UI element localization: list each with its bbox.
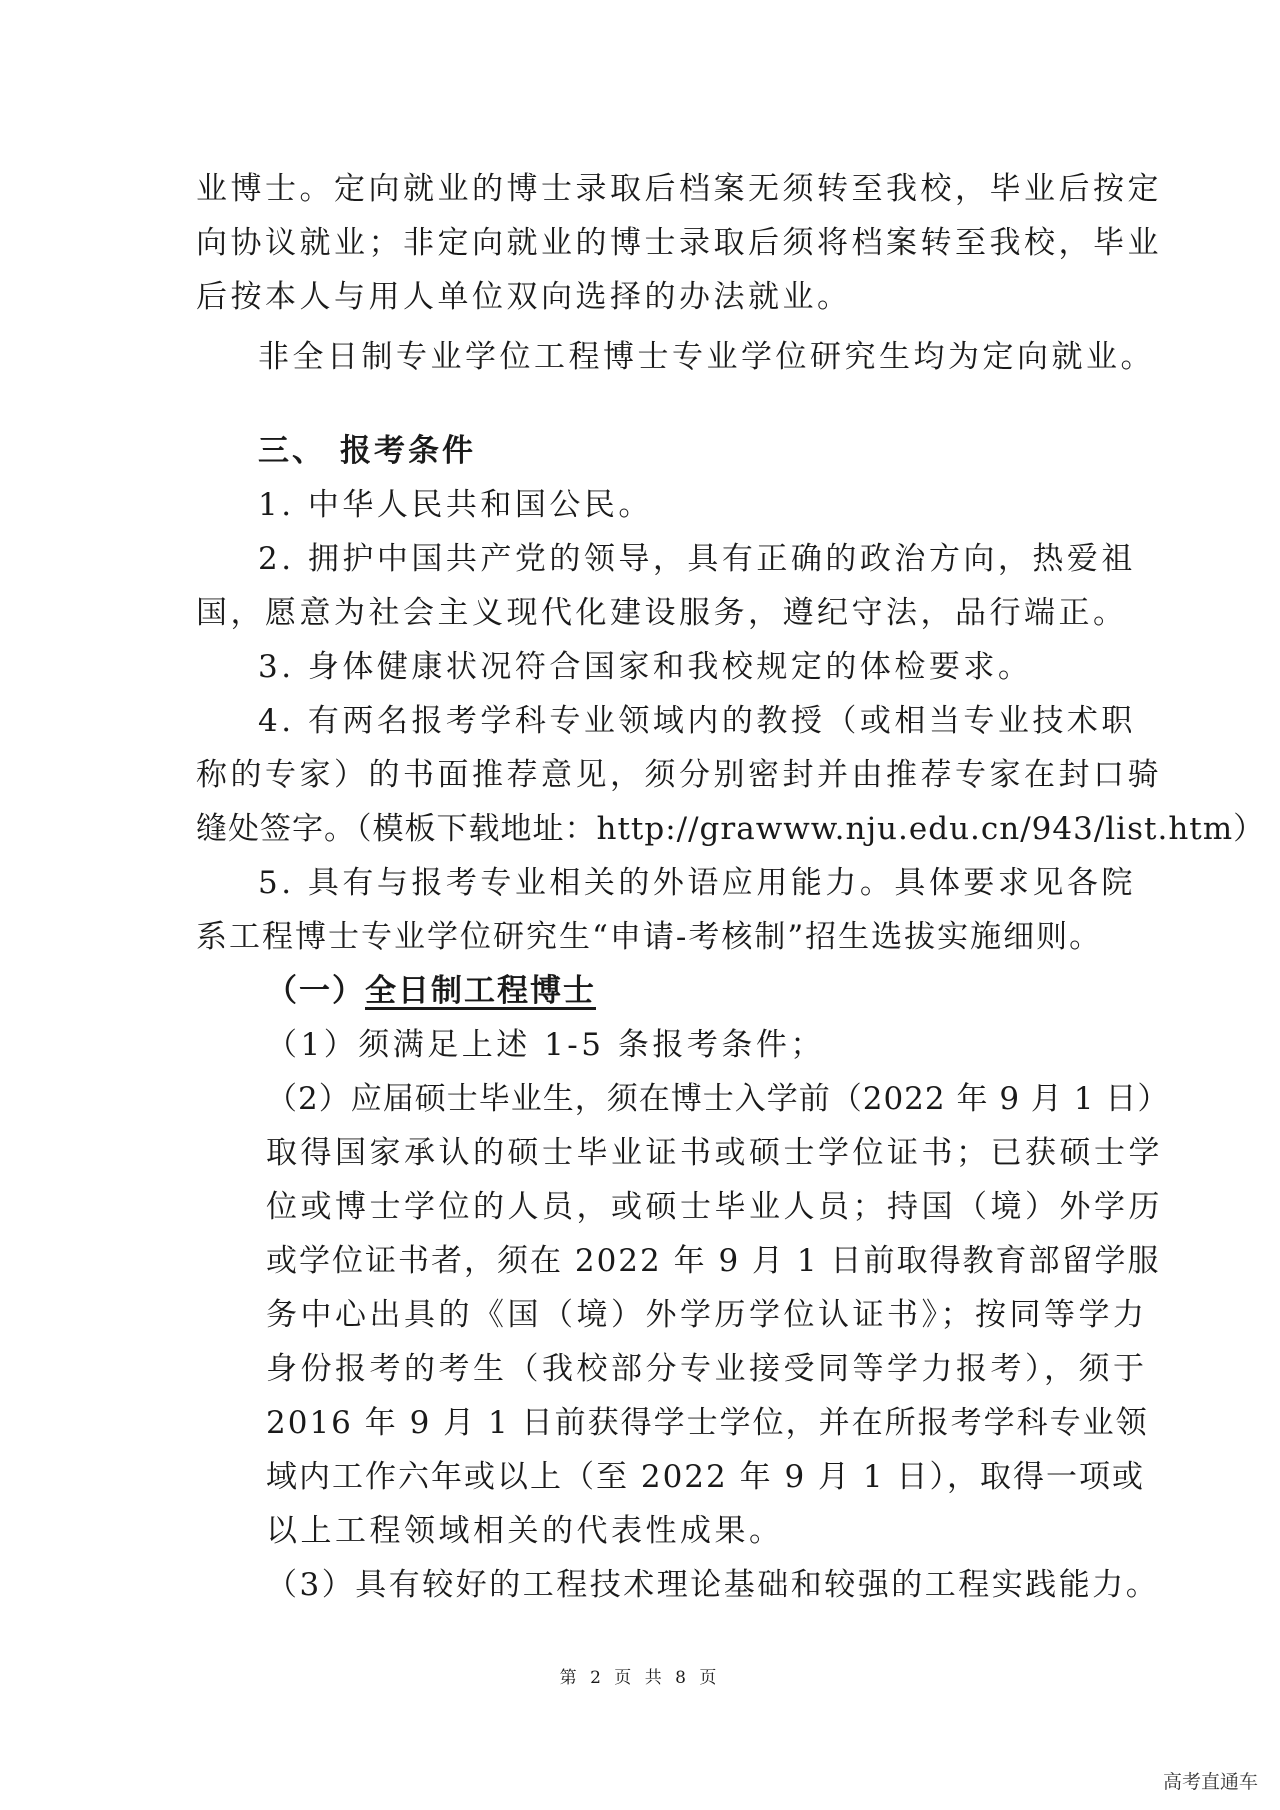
subsection-heading (196, 964, 1096, 1018)
watermark-logo: 高考直通车 (1162, 1771, 1258, 1793)
section-number: 三、 (258, 433, 326, 469)
item-3: （3）具有较好的工程技术理论基础和较强的工程实践能力。 (266, 1567, 1160, 1603)
subsection-title: 全日制工程博士 (365, 973, 596, 1009)
text-line: 5. 具有与报考专业相关的外语应用能力。具体要求见各院 (258, 865, 1136, 901)
text-line: （2）应届硕士毕业生，须在博士入学前（2022 年 9 月 1 日） (266, 1081, 1170, 1117)
condition-5 (196, 856, 1136, 964)
subsection-prefix: （一） (266, 973, 365, 1009)
condition-2 (196, 532, 1136, 640)
text-line: 域内工作六年或以上（至 2022 年 9 月 1 日），取得一项或 (266, 1459, 1145, 1495)
paragraph-part-time: 非全日制专业学位工程博士专业学位研究生均为定向就业。 (258, 339, 1155, 375)
text-line: 2016 年 9 月 1 日前获得学士学位，并在所报考学科专业领 (266, 1405, 1149, 1441)
text-line: 向协议就业；非定向就业的博士录取后须将档案转至我校，毕业 (196, 225, 1162, 261)
text-line: 称的专家）的书面推荐意见，须分别密封并由推荐专家在封口骑 (196, 757, 1162, 793)
condition-3: 3. 身体健康状况符合国家和我校规定的体检要求。 (258, 649, 1033, 685)
text-line: 缝处签字。（模板下载地址：http://grawww.nju.edu.cn/943/list.htm） (196, 811, 1266, 847)
condition-4 (196, 694, 1266, 856)
item-1: （1）须满足上述 1-5 条报考条件； (266, 1027, 825, 1063)
text-line: 2. 拥护中国共产党的领导，具有正确的政治方向，热爱祖 (258, 541, 1136, 577)
section-title: 报考条件 (340, 433, 476, 469)
page-number: 第 2 页 共 8 页 (559, 1668, 721, 1688)
text-line: 取得国家承认的硕士毕业证书或硕士学位证书；已获硕士学 (266, 1135, 1163, 1171)
paragraph-employment (196, 162, 1162, 324)
text-line: 身份报考的考生（我校部分专业接受同等学力报考），须于 (266, 1351, 1148, 1387)
spacer (196, 384, 1096, 424)
text-line: 国，愿意为社会主义现代化建设服务，遵纪守法，品行端正。 (196, 595, 1128, 631)
text-line: 系工程博士专业学位研究生“申请-考核制”招生选拔实施细则。 (196, 919, 1103, 955)
item-2 (196, 1072, 1170, 1558)
text-line: 以上工程领域相关的代表性成果。 (266, 1513, 784, 1549)
text-line: 位或博士学位的人员，或硕士毕业人员；持国（境）外学历 (266, 1189, 1163, 1225)
document-body (196, 162, 1266, 1612)
text-line: 4. 有两名报考学科专业领域内的教授（或相当专业技术职 (258, 703, 1136, 739)
text-line: 务中心出具的《国（境）外学历学位认证书》；按同等学力 (266, 1297, 1148, 1333)
text-line: 后按本人与用人单位双向选择的办法就业。 (196, 279, 852, 315)
text-line: 业博士。定向就业的博士录取后档案无须转至我校，毕业后按定 (196, 171, 1162, 207)
condition-1: 1. 中华人民共和国公民。 (258, 487, 653, 523)
text-line: 或学位证书者，须在 2022 年 9 月 1 日前取得教育部留学服 (266, 1243, 1161, 1279)
section-heading (196, 424, 1096, 478)
